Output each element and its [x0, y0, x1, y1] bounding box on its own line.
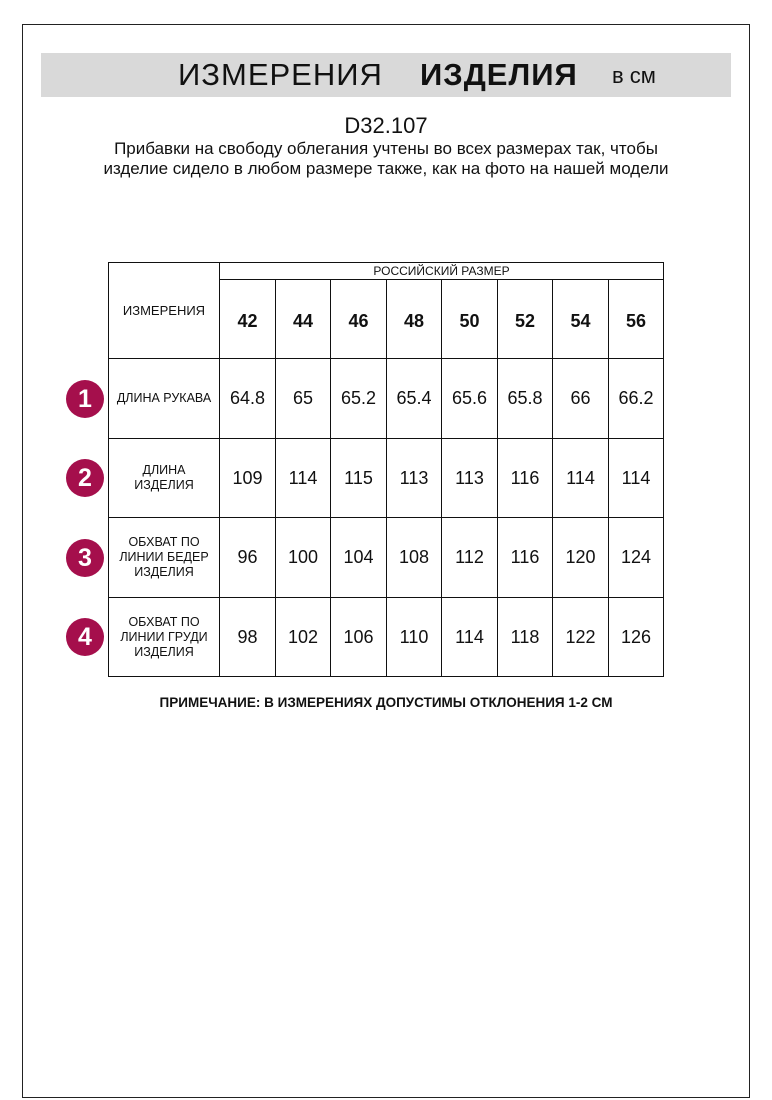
- table-cell: 115: [331, 439, 387, 518]
- table-cell: 110: [387, 598, 442, 677]
- row-label: ДЛИНА ИЗДЕЛИЯ: [109, 439, 220, 518]
- table-cell: 65.2: [331, 359, 387, 439]
- size-header: 50: [442, 280, 498, 359]
- table-cell: 65.4: [387, 359, 442, 439]
- size-header: 42: [220, 280, 276, 359]
- russian-size-header: РОССИЙСКИЙ РАЗМЕР: [220, 263, 664, 280]
- table-cell: 66.2: [609, 359, 664, 439]
- table-cell: 108: [387, 518, 442, 598]
- table-cell: 65.6: [442, 359, 498, 439]
- row-number-badge: 3: [66, 539, 104, 577]
- row-number-badge: 4: [66, 618, 104, 656]
- corner-label: ИЗМЕРЕНИЯ: [109, 263, 220, 359]
- table-cell: 114: [276, 439, 331, 518]
- title-measurements: ИЗМЕРЕНИЯ: [178, 57, 383, 92]
- row-label: ДЛИНА РУКАВА: [109, 359, 220, 439]
- fit-description: Прибавки на свободу облегания учтены во всех размерах так, чтобы изделие сидело в любом размере также, как на фото на нашей модели: [103, 139, 669, 178]
- row-number-badge: 1: [66, 380, 104, 418]
- table-row: [109, 598, 664, 677]
- table-cell: 118: [498, 598, 553, 677]
- table-cell: 113: [442, 439, 498, 518]
- table-row: [109, 439, 664, 518]
- table-cell: 96: [220, 518, 276, 598]
- table-cell: 116: [498, 439, 553, 518]
- table-cell: 106: [331, 598, 387, 677]
- table-row: [109, 518, 664, 598]
- table-cell: 126: [609, 598, 664, 677]
- size-header: 48: [387, 280, 442, 359]
- table-cell: 122: [553, 598, 609, 677]
- table-cell: 120: [553, 518, 609, 598]
- size-header: 46: [331, 280, 387, 359]
- table-cell: 98: [220, 598, 276, 677]
- table-cell: 113: [387, 439, 442, 518]
- size-header: 54: [553, 280, 609, 359]
- tolerance-note: ПРИМЕЧАНИЕ: В ИЗМЕРЕНИЯХ ДОПУСТИМЫ ОТКЛОНЕНИЯ 1-2 СМ: [159, 695, 613, 710]
- title-product: ИЗДЕЛИЯ: [420, 57, 578, 92]
- title-unit: в см: [612, 63, 656, 88]
- table-cell: 65.8: [498, 359, 553, 439]
- table-cell: 112: [442, 518, 498, 598]
- table-cell: 104: [331, 518, 387, 598]
- size-header: 44: [276, 280, 331, 359]
- article-number: D32.107: [344, 113, 428, 138]
- table-cell: 114: [442, 598, 498, 677]
- table-cell: 102: [276, 598, 331, 677]
- table-row: [109, 359, 664, 439]
- table-cell: 116: [498, 518, 553, 598]
- table-cell: 100: [276, 518, 331, 598]
- table-cell: 114: [553, 439, 609, 518]
- size-header: 52: [498, 280, 553, 359]
- table-cell: 65: [276, 359, 331, 439]
- table-cell: 66: [553, 359, 609, 439]
- size-header: 56: [609, 280, 664, 359]
- table-cell: 64.8: [220, 359, 276, 439]
- row-label: ОБХВАТ ПО ЛИНИИ ГРУДИ ИЗДЕЛИЯ: [109, 598, 220, 677]
- table-cell: 109: [220, 439, 276, 518]
- row-label: ОБХВАТ ПО ЛИНИИ БЕДЕР ИЗДЕЛИЯ: [109, 518, 220, 598]
- row-number-badge: 2: [66, 459, 104, 497]
- size-table: [108, 262, 664, 677]
- table-cell: 124: [609, 518, 664, 598]
- table-cell: 114: [609, 439, 664, 518]
